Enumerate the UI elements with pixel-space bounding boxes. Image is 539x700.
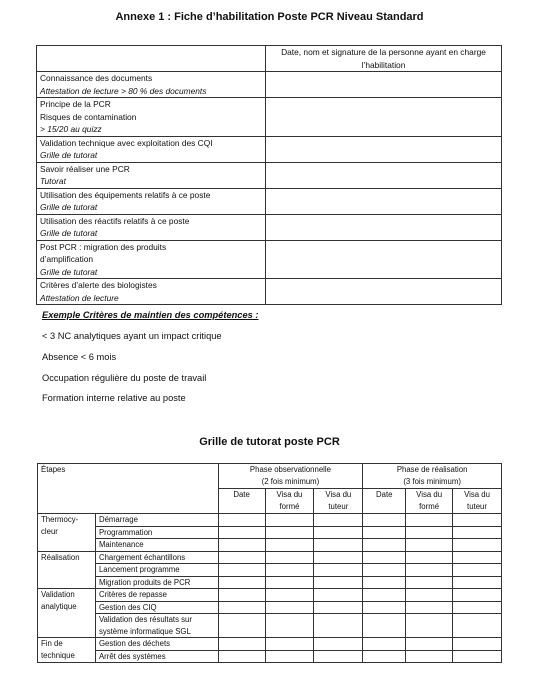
habilitation-header-row — [37, 46, 502, 72]
step-item-cell: Lancement programme — [95, 564, 218, 577]
entry-cell[interactable] — [406, 564, 453, 577]
sub-column-header: Visa du tuteur — [453, 489, 502, 514]
tutorat-row — [38, 539, 502, 552]
entry-cell[interactable] — [218, 601, 265, 614]
entry-cell[interactable] — [453, 576, 502, 589]
sub-column-header: Visa du formé — [406, 489, 453, 514]
entry-cell[interactable] — [406, 551, 453, 564]
entry-cell[interactable] — [406, 576, 453, 589]
entry-cell[interactable] — [453, 526, 502, 539]
habilitation-row — [37, 72, 502, 98]
step-item-cell: Démarrage — [95, 514, 218, 527]
step-item-cell: Migration produits de PCR — [95, 576, 218, 589]
sub-column-header: Date — [363, 489, 406, 514]
tutorat-row — [38, 514, 502, 527]
evaluation-method: Tutorat — [40, 176, 66, 186]
evaluation-method: Grille de tutorat — [40, 266, 98, 277]
entry-cell[interactable] — [314, 514, 363, 527]
entry-cell[interactable] — [314, 589, 363, 602]
competence-text: Post PCR : migration des produits — [40, 241, 167, 252]
entry-cell[interactable] — [218, 638, 265, 651]
entry-cell[interactable] — [363, 576, 406, 589]
page-title: Annexe 1 : Fiche d’habilitation Poste PCR Niveau Standard — [115, 11, 424, 23]
entry-cell[interactable] — [406, 539, 453, 552]
entry-cell[interactable] — [265, 589, 314, 602]
step-item-cell: Programmation — [95, 526, 218, 539]
entry-cell[interactable] — [314, 576, 363, 589]
entry-cell[interactable] — [363, 650, 406, 663]
tutorat-row — [38, 589, 502, 602]
entry-cell[interactable] — [406, 589, 453, 602]
tutorat-row — [38, 614, 502, 638]
signature-cell[interactable] — [266, 72, 502, 98]
tutorat-row — [38, 526, 502, 539]
entry-cell[interactable] — [218, 589, 265, 602]
entry-cell[interactable] — [314, 539, 363, 552]
entry-cell[interactable] — [265, 539, 314, 552]
entry-cell[interactable] — [363, 514, 406, 527]
entry-cell[interactable] — [265, 526, 314, 539]
evaluation-method: Attestation de lecture > 80 % des documents — [40, 85, 207, 96]
entry-cell[interactable] — [406, 601, 453, 614]
signature-cell[interactable] — [266, 279, 502, 305]
step-item-cell: Validation des résultats sur système informatique SGL — [95, 614, 218, 638]
tutorat-row — [38, 638, 502, 651]
signature-cell[interactable] — [266, 98, 502, 137]
habilitation-row — [37, 98, 502, 137]
entry-cell[interactable] — [265, 650, 314, 663]
habilitation-row — [37, 240, 502, 279]
entry-cell[interactable] — [218, 650, 265, 663]
step-group-cell: Validation analytique — [38, 589, 96, 638]
header-left-cell — [37, 46, 266, 72]
habilitation-row — [37, 136, 502, 162]
competence-cell — [37, 214, 266, 240]
competence-text: Connaissance des documents — [40, 73, 153, 83]
tutorat-row — [38, 551, 502, 564]
entry-cell[interactable] — [453, 551, 502, 564]
evaluation-method: > 15/20 au quizz — [40, 124, 102, 134]
evaluation-method: Grille de tutorat — [40, 228, 98, 238]
criteria-heading: Exemple Critères de maintien des compétences : — [42, 310, 259, 320]
habilitation-row — [37, 162, 502, 188]
step-group-cell: Thermocy-cleur — [38, 514, 96, 552]
entry-cell[interactable] — [453, 614, 502, 638]
evaluation-method: Grille de tutorat — [40, 202, 98, 212]
competence-text: Utilisation des réactifs relatifs à ce poste — [40, 215, 190, 226]
entry-cell[interactable] — [406, 638, 453, 651]
signature-cell[interactable] — [266, 136, 502, 162]
entry-cell[interactable] — [265, 551, 314, 564]
step-group-cell: Fin de technique — [38, 638, 96, 663]
entry-cell[interactable] — [453, 589, 502, 602]
step-item-cell: Arrêt des systèmes — [95, 650, 218, 663]
entry-cell[interactable] — [265, 514, 314, 527]
entry-cell[interactable] — [314, 614, 363, 638]
tutorat-table — [37, 463, 502, 663]
step-group-cell: Réalisation — [38, 551, 96, 589]
entry-cell[interactable] — [314, 601, 363, 614]
signature-cell[interactable] — [266, 162, 502, 188]
tutorat-row — [38, 601, 502, 614]
entry-cell[interactable] — [453, 514, 502, 527]
signature-cell[interactable] — [266, 214, 502, 240]
competence-text: Critères d’alerte des biologistes — [40, 280, 157, 290]
entry-cell[interactable] — [453, 650, 502, 663]
criteria-item: Occupation régulière du poste de travail — [42, 373, 207, 383]
step-item-cell: Maintenance — [95, 539, 218, 552]
header-right-cell: Date, nom et signature de la personne ayant en charge l’habilitation — [266, 46, 502, 72]
signature-cell[interactable] — [266, 240, 502, 279]
competence-text: Utilisation des équipements relatifs à ce poste — [40, 189, 211, 200]
criteria-item: Absence < 6 mois — [42, 352, 117, 362]
tutorat-row — [38, 650, 502, 663]
evaluation-method: Grille de tutorat — [40, 150, 98, 160]
entry-cell[interactable] — [314, 551, 363, 564]
entry-cell[interactable] — [218, 576, 265, 589]
entry-cell[interactable] — [363, 551, 406, 564]
tutorat-title: Grille de tutorat poste PCR — [199, 436, 340, 448]
step-item-cell: Gestion des CIQ — [95, 601, 218, 614]
signature-cell[interactable] — [266, 188, 502, 214]
entry-cell[interactable] — [265, 614, 314, 638]
etapes-header: Étapes — [38, 464, 219, 514]
habilitation-row — [37, 279, 502, 305]
entry-cell[interactable] — [453, 539, 502, 552]
entry-cell[interactable] — [218, 551, 265, 564]
phase-observationnelle-header: Phase observationnelle (2 fois minimum) — [218, 464, 363, 489]
habilitation-table — [36, 45, 502, 305]
sub-column-header: Date — [218, 489, 265, 514]
competence-cell — [37, 162, 266, 188]
step-item-cell: Gestion des déchets — [95, 638, 218, 651]
entry-cell[interactable] — [363, 526, 406, 539]
entry-cell[interactable] — [265, 638, 314, 651]
entry-cell[interactable] — [218, 539, 265, 552]
entry-cell[interactable] — [265, 601, 314, 614]
entry-cell[interactable] — [363, 589, 406, 602]
competence-text: Validation technique avec exploitation des CQI — [40, 137, 213, 148]
tutorat-row — [38, 576, 502, 589]
phase-realisation-header: Phase de réalisation (3 fois minimum) — [363, 464, 502, 489]
sub-column-header: Visa du formé — [265, 489, 314, 514]
entry-cell[interactable] — [363, 564, 406, 577]
entry-cell[interactable] — [265, 564, 314, 577]
entry-cell[interactable] — [265, 576, 314, 589]
entry-cell[interactable] — [406, 614, 453, 638]
entry-cell[interactable] — [314, 564, 363, 577]
entry-cell[interactable] — [314, 638, 363, 651]
competence-text: Risques de contamination — [40, 111, 137, 122]
competence-text: Savoir réaliser une PCR — [40, 163, 130, 174]
step-item-cell: Critères de repasse — [95, 589, 218, 602]
entry-cell[interactable] — [363, 539, 406, 552]
habilitation-row — [37, 214, 502, 240]
entry-cell[interactable] — [453, 564, 502, 577]
competence-cell — [37, 72, 266, 98]
competence-cell — [37, 188, 266, 214]
competence-cell — [37, 98, 266, 137]
entry-cell[interactable] — [218, 614, 265, 638]
entry-cell[interactable] — [453, 601, 502, 614]
entry-cell[interactable] — [453, 638, 502, 651]
entry-cell[interactable] — [363, 638, 406, 651]
competence-text: Principe de la PCR — [40, 99, 111, 109]
entry-cell[interactable] — [218, 526, 265, 539]
entry-cell[interactable] — [406, 526, 453, 539]
evaluation-method: Attestation de lecture — [40, 292, 119, 303]
competence-cell — [37, 240, 266, 279]
competence-cell — [37, 279, 266, 305]
entry-cell[interactable] — [406, 650, 453, 663]
criteria-item: < 3 NC analytiques ayant un impact critique — [42, 331, 222, 341]
competence-cell — [37, 136, 266, 162]
entry-cell[interactable] — [363, 614, 406, 638]
entry-cell[interactable] — [218, 514, 265, 527]
sub-column-header: Visa du tuteur — [314, 489, 363, 514]
entry-cell[interactable] — [314, 526, 363, 539]
step-item-cell: Chargement échantillons — [95, 551, 218, 564]
habilitation-row — [37, 188, 502, 214]
entry-cell[interactable] — [363, 601, 406, 614]
criteria-item: Formation interne relative au poste — [42, 393, 186, 403]
entry-cell[interactable] — [314, 650, 363, 663]
competence-text: d’amplification — [40, 254, 94, 264]
entry-cell[interactable] — [406, 514, 453, 527]
tutorat-row — [38, 564, 502, 577]
entry-cell[interactable] — [218, 564, 265, 577]
